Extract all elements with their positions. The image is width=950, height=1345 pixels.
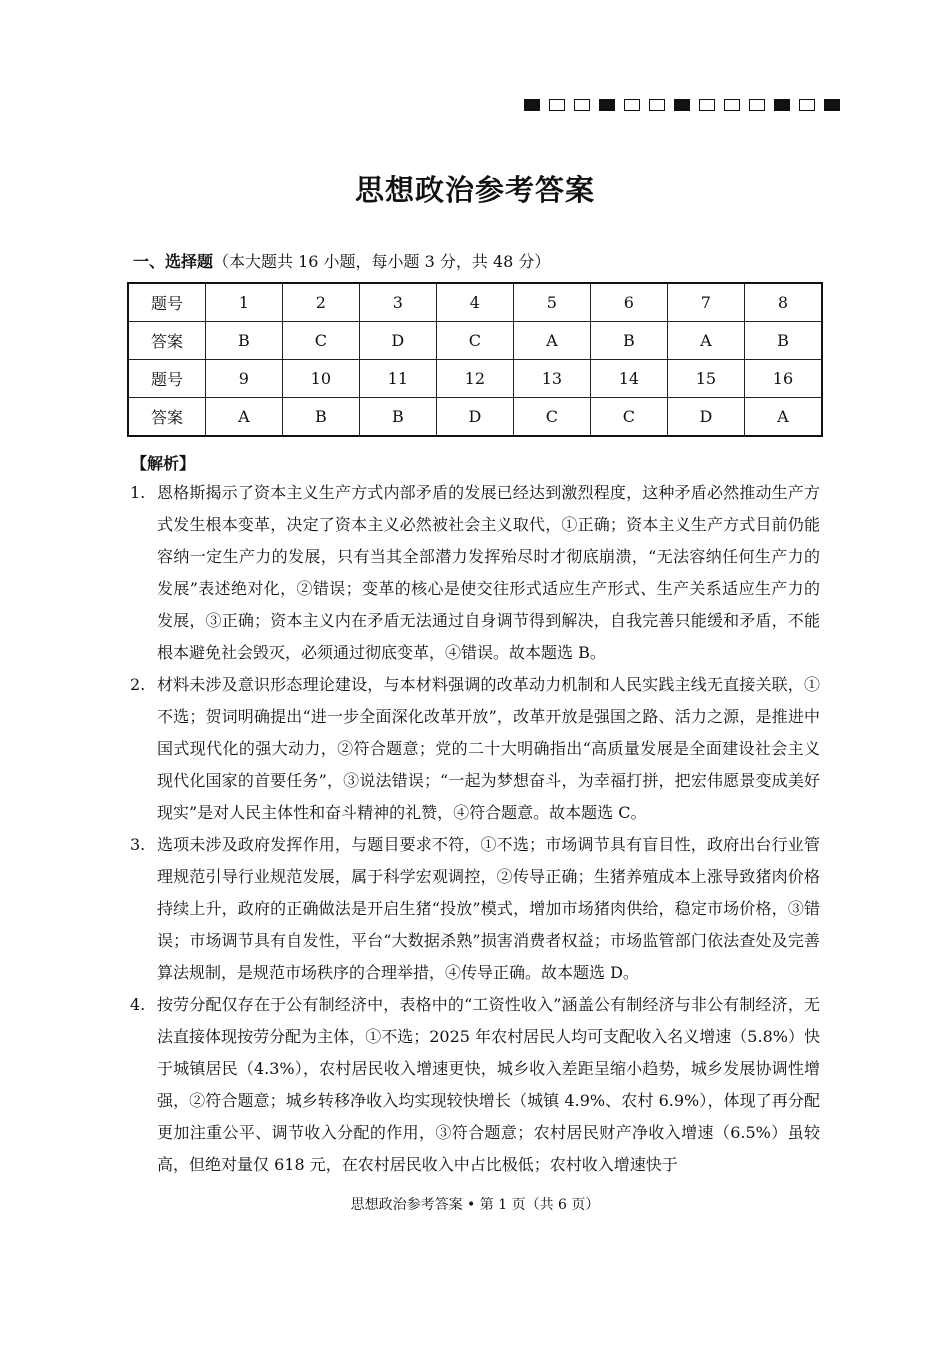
- row-header-cell: 答案: [128, 398, 205, 437]
- table-row: [128, 398, 822, 437]
- empty-marker-square: [724, 99, 740, 111]
- row-header-cell: 题号: [128, 360, 205, 398]
- table-cell: D: [667, 398, 744, 437]
- table-cell: 8: [744, 283, 822, 322]
- table-cell: D: [359, 322, 436, 360]
- table-cell: 10: [282, 360, 359, 398]
- section-label: 一、选择题: [133, 252, 214, 271]
- table-cell: 9: [205, 360, 282, 398]
- table-cell: 15: [667, 360, 744, 398]
- table-cell: 6: [590, 283, 667, 322]
- empty-marker-square: [699, 99, 715, 111]
- analysis-item: [130, 829, 820, 989]
- section-note: （本大题共 16 小题，每小题 3 分，共 48 分）: [213, 252, 551, 271]
- empty-marker-square: [624, 99, 640, 111]
- filled-marker-square: [524, 99, 540, 111]
- table-cell: A: [205, 398, 282, 437]
- analysis-heading: 【解析】: [131, 454, 196, 473]
- row-header-cell: 题号: [128, 283, 205, 322]
- table-cell: 1: [205, 283, 282, 322]
- table-row: [128, 283, 822, 322]
- table-row: [128, 360, 822, 398]
- item-text: 选项未涉及政府发挥作用，与题目要求不符，①不选；市场调节具有盲目性，政府出台行业管理规范引导行业规范发展，属于科学宏观调控，②传导正确；生猪养殖成本上涨导致猪肉价格持续上升，政府的正确做法是开启生猪“投放”模式，增加市场猪肉供给，稳定市场价格，③错误；市场调节具有自发性，平台“大数据杀熟”损害消费者权益；市场监管部门依法查处及完善算法规制，是规范市场秩序的合理举措，④传导正确。故本题选 D。: [157, 835, 820, 982]
- section-heading: [133, 249, 550, 272]
- filled-marker-square: [674, 99, 690, 111]
- table-cell: B: [205, 322, 282, 360]
- empty-marker-square: [749, 99, 765, 111]
- table-cell: 7: [667, 283, 744, 322]
- table-cell: A: [513, 322, 590, 360]
- table-cell: 13: [513, 360, 590, 398]
- item-number: 3.: [130, 835, 146, 854]
- item-text: 恩格斯揭示了资本主义生产方式内部矛盾的发展已经达到激烈程度，这种矛盾必然推动生产方式发生根本变革，决定了资本主义必然被社会主义取代，①正确；资本主义生产方式目前仍能容纳一定生产力的发展，只有当其全部潜力发挥殆尽时才彻底崩溃，“无法容纳任何生产力的发展”表述绝对化，②错误；变革的核心是使交往形式适应生产形式、生产关系适应生产力的发展，③正确；资本主义内在矛盾无法通过自身调节得到解决，自我完善只能缓和矛盾，不能根本避免社会毁灭，必须通过彻底变革，④错误。故本题选 B。: [157, 483, 820, 662]
- row-header-cell: 答案: [128, 322, 205, 360]
- table-cell: D: [436, 398, 513, 437]
- analysis-item: [130, 989, 820, 1181]
- item-number: 1.: [130, 483, 146, 502]
- empty-marker-square: [574, 99, 590, 111]
- page-title: 思想政治参考答案: [354, 173, 595, 207]
- table-cell: 11: [359, 360, 436, 398]
- table-row: [128, 322, 822, 360]
- empty-marker-square: [649, 99, 665, 111]
- item-text: 按劳分配仅存在于公有制经济中，表格中的“工资性收入”涵盖公有制经济与非公有制经济，无法直接体现按劳分配为主体，①不选；2025 年农村居民人均可支配收入名义增速（5.8%）快于城镇居民（4.3%），农村居民收入增速更快，城乡收入差距呈缩小趋势，城乡发展协调性增强，②符合题意；城乡转移净收入均实现较快增长（城镇 4.9%、农村 6.9%），体现了再分配更加注重公平、调节收入分配的作用，③符合题意；农村居民财产净收入增速（6.5%）虽较高，但绝对量仅 618 元，在农村居民收入中占比极低；农村收入增速快于: [157, 995, 820, 1174]
- item-text: 材料未涉及意识形态理论建设，与本材料强调的改革动力机制和人民实践主线无直接关联，①不选；贺词明确提出“进一步全面深化改革开放”，改革开放是强国之路、活力之源，是推进中国式现代化的强大动力，②符合题意；党的二十大明确指出“高质量发展是全面建设社会主义现代化国家的首要任务”，③说法错误；“一起为梦想奋斗，为幸福打拼，把宏伟愿景变成美好现实”是对人民主体性和奋斗精神的礼赞，④符合题意。故本题选 C。: [157, 675, 820, 822]
- table-cell: B: [590, 322, 667, 360]
- table-cell: B: [359, 398, 436, 437]
- filled-marker-square: [774, 99, 790, 111]
- table-cell: B: [282, 398, 359, 437]
- analysis-item: [130, 477, 820, 669]
- filled-marker-square: [599, 99, 615, 111]
- page-footer: 思想政治参考答案 • 第 1 页（共 6 页）: [350, 1197, 600, 1213]
- table-cell: 12: [436, 360, 513, 398]
- table-cell: A: [667, 322, 744, 360]
- item-number: 2.: [130, 675, 146, 694]
- filled-marker-square: [824, 99, 840, 111]
- table-cell: 3: [359, 283, 436, 322]
- table-cell: B: [744, 322, 822, 360]
- table-cell: C: [513, 398, 590, 437]
- answer-table: [127, 282, 823, 437]
- table-cell: 14: [590, 360, 667, 398]
- empty-marker-square: [799, 99, 815, 111]
- table-cell: C: [436, 322, 513, 360]
- analysis-item: [130, 669, 820, 829]
- table-cell: 4: [436, 283, 513, 322]
- empty-marker-square: [549, 99, 565, 111]
- table-cell: 5: [513, 283, 590, 322]
- table-cell: C: [282, 322, 359, 360]
- header-marker-strip: [524, 99, 840, 111]
- table-cell: C: [590, 398, 667, 437]
- item-number: 4.: [130, 995, 146, 1014]
- table-cell: A: [744, 398, 822, 437]
- analysis-list: [130, 477, 820, 1181]
- table-cell: 2: [282, 283, 359, 322]
- table-cell: 16: [744, 360, 822, 398]
